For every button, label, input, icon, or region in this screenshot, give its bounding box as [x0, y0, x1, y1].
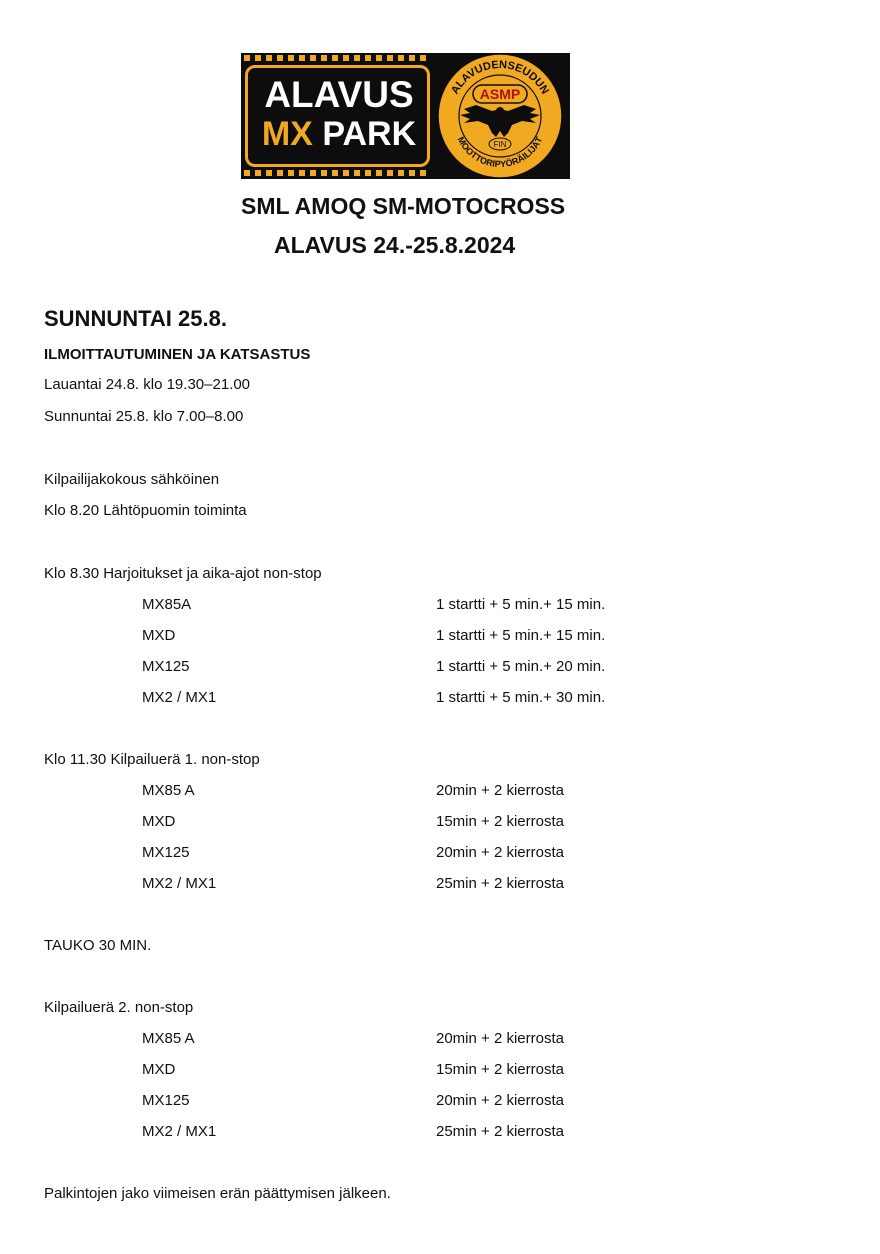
film-perforation — [299, 55, 305, 61]
film-perforation — [266, 55, 272, 61]
film-perforation — [387, 170, 393, 176]
badge-arc-text: ALAVUDENSEUDUN — [449, 58, 551, 97]
film-perforation — [244, 170, 250, 176]
film-perforation — [398, 55, 404, 61]
film-perforation — [288, 170, 294, 176]
logo-text-mx: MX — [261, 115, 313, 153]
race1-class: MX85 A — [142, 782, 195, 799]
logo-text-alavus: ALAVUS — [264, 74, 414, 115]
registration-line: Sunnuntai 25.8. klo 7.00–8.00 — [44, 408, 244, 425]
film-perforation — [409, 170, 415, 176]
practice-info: 1 startti + 5 min.+ 20 min. — [436, 658, 606, 675]
race2-info: 15min + 2 kierrosta — [436, 1061, 564, 1078]
film-perforation — [420, 170, 426, 176]
film-perforation — [321, 55, 327, 61]
film-perforation — [365, 170, 371, 176]
race1-class: MX125 — [142, 844, 190, 861]
registration-line: Lauantai 24.8. klo 19.30–21.00 — [44, 376, 251, 393]
badge-asmp-text: ASMP — [479, 86, 521, 102]
day-title: SUNNUNTAI 25.8. — [44, 306, 227, 331]
registration-heading: ILMOITTAUTUMINEN JA KATSASTUS — [44, 346, 311, 363]
race1-info: 25min + 2 kierrosta — [436, 875, 564, 892]
film-perforation — [288, 55, 294, 61]
race1-heading: Klo 11.30 Kilpailuerä 1. non-stop — [44, 751, 260, 768]
film-perforation — [310, 170, 316, 176]
race2-heading: Kilpailuerä 2. non-stop — [44, 999, 194, 1016]
race2-info: 25min + 2 kierrosta — [436, 1123, 564, 1140]
prize-giving-line: Palkintojen jako viimeisen erän päättymisen jälkeen. — [44, 1185, 391, 1202]
practice-info: 1 startti + 5 min.+ 15 min. — [436, 627, 606, 644]
asmp-club-badge — [430, 53, 570, 179]
film-perforation — [332, 55, 338, 61]
start-gate-line: Klo 8.20 Lähtöpuomin toiminta — [44, 502, 247, 519]
event-subtitle: ALAVUS 24.-25.8.2024 — [274, 232, 516, 258]
film-perforation — [277, 55, 283, 61]
practice-class: MX125 — [142, 658, 190, 675]
race2-class: MX125 — [142, 1092, 190, 1109]
film-perforation — [310, 55, 316, 61]
film-perforation — [266, 170, 272, 176]
film-perforation — [321, 170, 327, 176]
film-perforation — [277, 170, 283, 176]
film-perforation — [387, 55, 393, 61]
badge-bottom-text: MOOTTORIPYÖRÄILIJÄT — [455, 135, 545, 170]
race1-info: 20min + 2 kierrosta — [436, 782, 564, 799]
race2-info: 20min + 2 kierrosta — [436, 1092, 564, 1109]
film-perforation — [376, 55, 382, 61]
race1-info: 20min + 2 kierrosta — [436, 844, 564, 861]
practice-info: 1 startti + 5 min.+ 30 min. — [436, 689, 606, 706]
logo-text-park: PARK — [322, 115, 417, 153]
badge-fin-text: FIN — [493, 140, 507, 149]
film-perforation — [244, 55, 250, 61]
practice-class: MX2 / MX1 — [142, 689, 217, 706]
race2-class: MXD — [142, 1061, 176, 1078]
race1-class: MX2 / MX1 — [142, 875, 217, 892]
film-perforation — [354, 170, 360, 176]
film-perforation — [420, 55, 426, 61]
film-perforation — [255, 55, 261, 61]
practice-class: MX85A — [142, 596, 192, 613]
film-perforation — [343, 55, 349, 61]
alavus-mx-park-logo — [241, 53, 570, 179]
logo-text-mx-park — [253, 115, 425, 153]
race1-class: MXD — [142, 813, 176, 830]
film-perforation — [398, 170, 404, 176]
film-perforation — [299, 170, 305, 176]
film-perforation — [376, 170, 382, 176]
practice-heading: Klo 8.30 Harjoitukset ja aika-ajot non-stop — [44, 565, 322, 582]
film-perforation — [354, 55, 360, 61]
film-perforation — [409, 55, 415, 61]
film-perforation — [365, 55, 371, 61]
riders-meeting-line: Kilpailijakokous sähköinen — [44, 471, 220, 488]
practice-class: MXD — [142, 627, 176, 644]
race1-info: 15min + 2 kierrosta — [436, 813, 564, 830]
film-perforation — [255, 170, 261, 176]
practice-info: 1 startti + 5 min.+ 15 min. — [436, 596, 606, 613]
race2-info: 20min + 2 kierrosta — [436, 1030, 564, 1047]
event-title: SML AMOQ SM-MOTOCROSS — [241, 193, 566, 219]
break-line: TAUKO 30 MIN. — [44, 937, 152, 954]
film-perforation — [343, 170, 349, 176]
race2-class: MX85 A — [142, 1030, 195, 1047]
film-perforation — [332, 170, 338, 176]
race2-class: MX2 / MX1 — [142, 1123, 217, 1140]
